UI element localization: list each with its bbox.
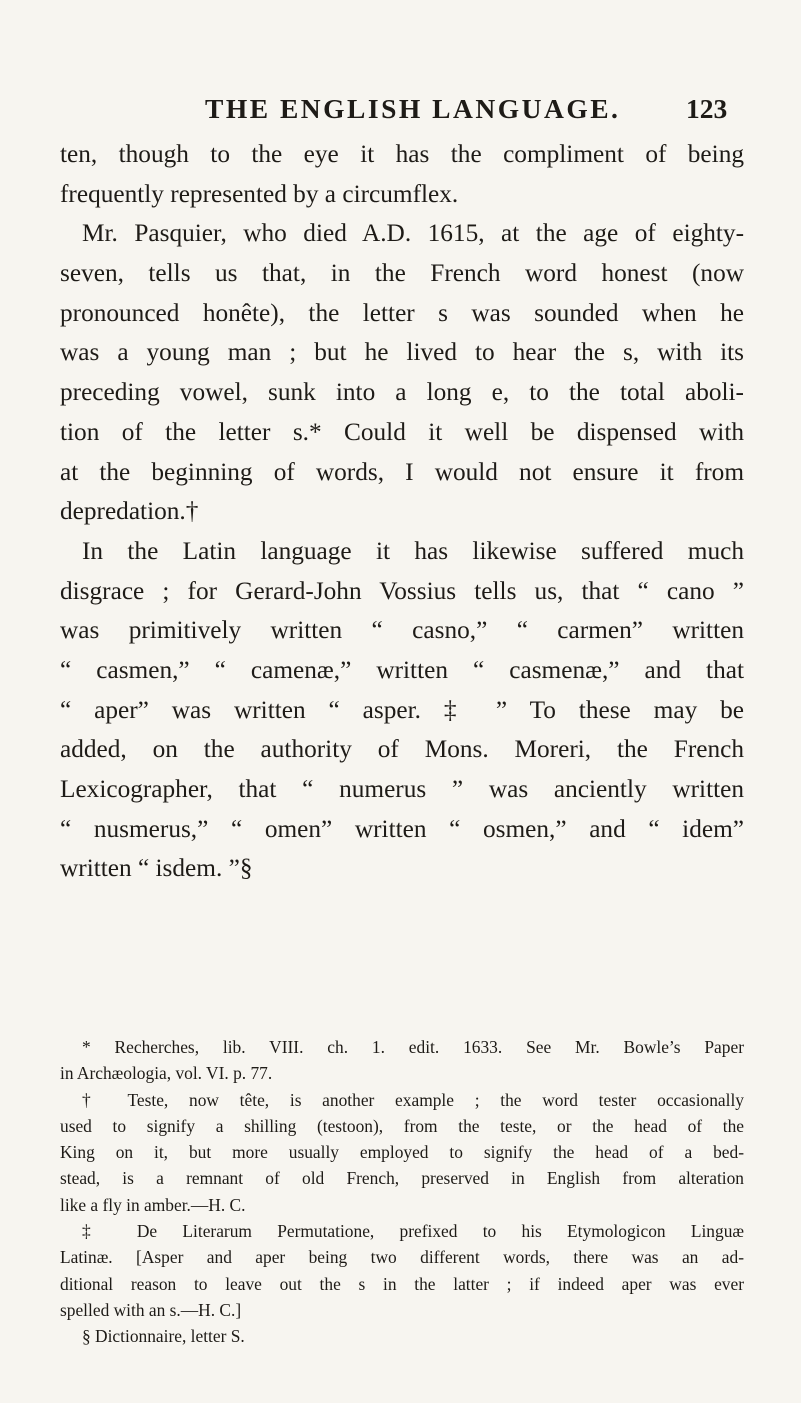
body-line: added, on the authority of Mons. Moreri, the French (60, 735, 744, 764)
footnote-line: King on it, but more usually employed to signify the head of a bed- (60, 1142, 744, 1163)
footnote-line: Latinæ. [Asper and aper being two different words, there was an ad- (60, 1247, 744, 1268)
body-line: preceding vowel, sunk into a long e, to the total aboli- (60, 378, 744, 407)
body-text (60, 135, 744, 889)
body-line: Mr. Pasquier, who died A.D. 1615, at the age of eighty- (82, 219, 744, 248)
running-title: THE ENGLISH LANGUAGE. (205, 93, 621, 124)
body-line: frequently represented by a circumflex. (60, 179, 459, 208)
body-line: pronounced honête), the letter s was sounded when he (60, 298, 744, 327)
body-line: at the beginning of words, I would not ensure it from (60, 457, 744, 486)
running-header (0, 93, 801, 133)
footnote-line: like a fly in amber.—H. C. (60, 1194, 246, 1215)
footnote-line: * Recherches, lib. VIII. ch. 1. edit. 1633. See Mr. Bowle’s Paper (82, 1037, 744, 1057)
page-number: 123 (686, 93, 728, 124)
body-line: tion of the letter s.* Could it well be dispensed with (60, 417, 744, 446)
footnote-line: used to signify a shilling (testoon), from the teste, or the head of the (60, 1115, 744, 1136)
body-line: “ nusmerus,” “ omen” written “ osmen,” and “ idem” (60, 814, 744, 843)
footnote-line: ‡ De Literarum Permutatione, prefixed to his Etymologicon Linguæ (82, 1221, 744, 1242)
footnotes (60, 1034, 744, 1350)
footnote-line: § Dictionnaire, letter S. (82, 1326, 245, 1347)
body-line: ten, though to the eye it has the compliment of being (60, 140, 744, 168)
footnote-line: † Teste, now tête, is another example ; the word tester occasionally (82, 1089, 744, 1110)
footnote-line: ditional reason to leave out the s in the latter ; if indeed aper was ever (60, 1273, 744, 1294)
body-line: “ aper” was written “ asper. ‡ ” To these may be (60, 695, 744, 724)
footnote-line: in Archæologia, vol. VI. p. 77. (60, 1063, 273, 1084)
body-line: Lexicographer, that “ numerus ” was anciently written (60, 775, 744, 803)
body-line: seven, tells us that, in the French word honest (now (60, 259, 744, 288)
body-line: In the Latin language it has likewise suffered much (82, 536, 744, 565)
body-line: disgrace ; for Gerard-John Vossius tells us, that “ cano ” (60, 576, 744, 605)
body-line: was a young man ; but he lived to hear the s, with its (60, 338, 744, 367)
body-line: depredation.† (60, 497, 199, 526)
body-line: was primitively written “ casno,” “ carmen” written (60, 616, 744, 645)
footnote-line: stead, is a remnant of old French, preserved in English from alteration (60, 1168, 744, 1189)
footnote-line: spelled with an s.—H. C.] (60, 1299, 242, 1320)
body-line: “ casmen,” “ camenæ,” written “ casmenæ,” and that (60, 655, 744, 684)
body-line: written “ isdem. ”§ (60, 854, 253, 883)
